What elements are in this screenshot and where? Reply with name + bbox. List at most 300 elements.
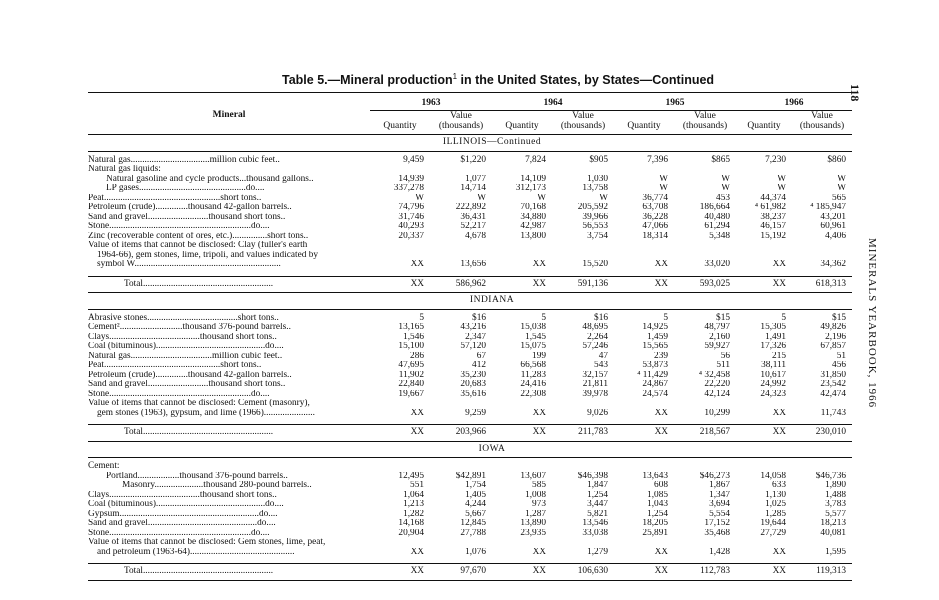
table-row — [88, 399, 852, 409]
value-cell: 57,246 — [582, 342, 608, 351]
table-row — [88, 165, 852, 175]
quantity-cell: XX — [410, 547, 424, 557]
quantity-cell: 44,374 — [760, 193, 786, 203]
quantity-cell: 36,774 — [642, 193, 668, 203]
value-cell: 2,196 — [825, 332, 846, 342]
value-cell: 23,542 — [820, 380, 846, 389]
quantity-cell: 1,085 — [647, 490, 668, 500]
quantity-cell: 14,109 — [520, 174, 546, 184]
quantity-cell — [736, 165, 792, 175]
mineral-label: Value of items that cannot be disclosed: Cement (masonry), — [88, 399, 310, 408]
quantity-cell — [736, 241, 792, 251]
value-cell: 412 — [472, 361, 486, 370]
state-heading: IOWA — [370, 441, 614, 458]
quantity-cell: XX — [772, 260, 786, 269]
value-cell: 591,136 — [552, 276, 614, 293]
table-row — [88, 352, 852, 362]
quantity-cell: XX — [370, 276, 430, 293]
state-heading-row — [88, 441, 852, 458]
quantity-cell: 15,038 — [520, 323, 546, 332]
quantity-cell: 38,237 — [760, 212, 786, 222]
quantity-cell: 608 — [654, 481, 668, 490]
value-cell: $42,891 — [455, 471, 486, 481]
value-cell: 230,010 — [792, 425, 852, 442]
table-row — [88, 232, 852, 242]
quantity-cell: 973 — [532, 500, 546, 509]
quantity-cell — [614, 251, 674, 261]
value-cell: 565 — [832, 193, 846, 203]
table-title-rest: in the United States, by States—Continued — [457, 73, 715, 88]
value-cell: 20,683 — [460, 380, 486, 389]
value-cell: 13,546 — [582, 519, 608, 528]
value-cell: 5,577 — [825, 509, 846, 519]
mineral-label: Abrasive stones.......................................short tons.. — [88, 312, 279, 323]
quantity-cell: 24,323 — [760, 389, 786, 399]
quantity-cell: 18,205 — [642, 519, 668, 528]
quantity-cell — [736, 458, 792, 472]
quantity-cell: 1,043 — [647, 500, 668, 509]
value-cell: 586,962 — [430, 276, 492, 293]
value-cell: 1,595 — [825, 547, 846, 557]
table-row — [88, 309, 852, 323]
table-row — [88, 519, 852, 529]
quantity-cell: 1,254 — [647, 509, 668, 519]
value-cell: 42,124 — [704, 389, 730, 399]
state-heading-spacer — [88, 441, 370, 458]
quantity-cell: XX — [772, 547, 786, 557]
table-row — [88, 361, 852, 371]
value-cell: $865 — [711, 154, 730, 165]
year-header-1965: 1965 — [614, 93, 736, 111]
value-cell — [674, 251, 736, 261]
quantity-cell: 15,305 — [760, 323, 786, 332]
quantity-cell — [614, 538, 674, 548]
value-cell — [552, 165, 614, 175]
quantity-cell: XX — [532, 260, 546, 269]
mineral-label: Portland..................thousand 376-pound barrels.. — [106, 471, 288, 481]
value-cell: 13,656 — [460, 260, 486, 269]
value-cell — [792, 538, 852, 548]
table-row — [88, 500, 852, 510]
value-cell: 47 — [598, 351, 608, 361]
value-cell: 67 — [476, 351, 486, 361]
value-cell: 453 — [716, 193, 730, 203]
quantity-cell — [492, 538, 552, 548]
quantity-cell: 1,459 — [647, 332, 668, 342]
quantity-cell: 46,157 — [760, 222, 786, 231]
quantity-cell: XX — [736, 425, 792, 442]
value-cell — [674, 458, 736, 472]
mineral-label: Stone.............................................................do.... — [88, 222, 270, 231]
value-cell: 22,220 — [704, 380, 730, 389]
quantity-cell — [614, 165, 674, 175]
mineral-label: Sand and gravel..........................thousand short tons.. — [88, 212, 286, 222]
quantity-cell: W — [777, 174, 786, 184]
value-cell — [430, 399, 492, 409]
value-cell: 2,264 — [587, 332, 608, 342]
value-header-1964 — [552, 111, 614, 135]
value-cell: 51 — [836, 351, 846, 361]
quantity-cell: 42,987 — [520, 222, 546, 231]
quantity-cell: 5 — [781, 312, 786, 323]
quantity-cell: 5 — [663, 312, 668, 323]
table-row — [88, 371, 852, 381]
quantity-cell — [370, 458, 430, 472]
quantity-cell: 1,025 — [765, 500, 786, 509]
quantity-cell: 1,546 — [403, 332, 424, 342]
mineral-column-header: Mineral — [88, 93, 370, 135]
mineral-label: Cement: — [88, 461, 120, 471]
value-cell: 49,826 — [820, 323, 846, 332]
quantity-cell — [370, 241, 430, 251]
value-cell: 112,783 — [674, 564, 736, 581]
quantity-cell: XX — [654, 547, 668, 557]
quantity-cell: 14,168 — [398, 519, 424, 528]
quantity-cell: 15,075 — [520, 342, 546, 351]
quantity-cell: 14,939 — [398, 174, 424, 184]
quantity-header-1966: Quantity — [736, 111, 792, 135]
value-cell: 3,447 — [587, 500, 608, 509]
quantity-cell — [736, 251, 792, 261]
value-header-line1: Value — [450, 111, 472, 121]
value-cell: 3,754 — [587, 231, 608, 241]
value-cell: 1,077 — [465, 174, 486, 184]
quantity-cell — [370, 399, 430, 409]
quantity-cell: 239 — [654, 351, 668, 361]
value-cell: 618,313 — [792, 276, 852, 293]
mineral-label: Natural gas..................................million cubic feet.. — [88, 154, 280, 165]
quantity-cell — [492, 399, 552, 409]
value-header-1963 — [430, 111, 492, 135]
year-header-1964: 1964 — [492, 93, 614, 111]
value-cell: 35,230 — [460, 370, 486, 380]
table-row — [88, 251, 852, 261]
value-header-1965 — [674, 111, 736, 135]
quantity-cell — [492, 241, 552, 251]
value-cell: 43,201 — [820, 212, 846, 222]
quantity-cell: 20,337 — [398, 231, 424, 241]
quantity-cell: 63,708 — [642, 203, 668, 212]
value-cell: $46,736 — [815, 471, 846, 481]
value-cell: W — [477, 193, 486, 203]
quantity-cell: XX — [532, 547, 546, 557]
value-cell — [792, 241, 852, 251]
value-cell: W — [721, 184, 730, 193]
value-cell: W — [837, 184, 846, 193]
value-cell: 1,030 — [587, 174, 608, 184]
quantity-cell: XX — [614, 276, 674, 293]
quantity-cell: W — [415, 193, 424, 203]
quantity-cell: 34,880 — [520, 212, 546, 222]
quantity-header-1965: Quantity — [614, 111, 674, 135]
value-header-line1: Value — [694, 111, 716, 121]
quantity-cell: 13,643 — [642, 471, 668, 481]
quantity-cell: W — [537, 193, 546, 203]
value-cell: 56,553 — [582, 222, 608, 231]
quantity-cell: XX — [410, 260, 424, 269]
quantity-cell: XX — [736, 276, 792, 293]
quantity-cell: 10,617 — [760, 370, 786, 380]
value-cell: W — [837, 174, 846, 184]
quantity-cell: 633 — [772, 481, 786, 490]
table-row — [88, 203, 852, 213]
value-cell: 211,783 — [552, 425, 614, 442]
quantity-cell: 18,314 — [642, 231, 668, 241]
quantity-cell: 53,873 — [642, 361, 668, 370]
mineral-label: Natural gas liquids: — [88, 165, 161, 174]
value-cell: 5,667 — [465, 509, 486, 519]
quantity-cell: XX — [614, 564, 674, 581]
state-heading-spacer — [88, 293, 370, 310]
value-cell: 27,788 — [460, 528, 486, 538]
value-cell: 61,294 — [704, 222, 730, 231]
value-cell: 21,811 — [582, 380, 608, 389]
value-cell: 2,347 — [465, 332, 486, 342]
quantity-cell: 19,644 — [760, 519, 786, 528]
value-cell — [552, 399, 614, 409]
value-cell: 39,966 — [582, 212, 608, 222]
table-row — [88, 481, 852, 491]
value-cell: 1,488 — [825, 490, 846, 500]
value-cell: 32,157 — [582, 370, 608, 380]
quantity-cell: 12,495 — [398, 471, 424, 481]
running-head-title: MINERALS YEARBOOK, 1966 — [866, 238, 878, 409]
table-row — [88, 491, 852, 501]
table-title-text: Table 5.—Mineral production — [282, 73, 453, 88]
value-cell: $15 — [716, 312, 730, 323]
value-header-line1: Value — [811, 111, 833, 121]
quantity-cell — [614, 458, 674, 472]
value-cell: 97,670 — [430, 564, 492, 581]
quantity-cell: 20,904 — [398, 528, 424, 538]
table-row — [88, 380, 852, 390]
value-cell — [430, 165, 492, 175]
quantity-cell: 31,746 — [398, 212, 424, 222]
quantity-cell — [736, 538, 792, 548]
value-cell: 106,630 — [552, 564, 614, 581]
value-cell: $860 — [827, 154, 846, 165]
mineral-label: Gypsum............................................................do.... — [88, 509, 278, 519]
quantity-cell: 199 — [532, 351, 546, 361]
value-cell: 5,554 — [709, 509, 730, 519]
quantity-cell: 1,285 — [765, 509, 786, 519]
value-cell: 43,216 — [460, 323, 486, 332]
mineral-label: Natural gasoline and cycle products...thousand gallons.. — [106, 174, 314, 184]
mineral-label: LP gases..............................................do.... — [106, 184, 265, 193]
table-row — [88, 458, 852, 472]
quantity-cell: XX — [772, 408, 786, 418]
state-heading-row — [88, 293, 852, 310]
table-row — [88, 342, 852, 352]
value-cell: 4,244 — [465, 500, 486, 509]
value-cell: 33,020 — [704, 260, 730, 269]
mineral-label: Total........................................................ — [88, 425, 370, 442]
value-cell — [552, 538, 614, 548]
mineral-label: Value of items that cannot be disclosed: Gem stones, lime, peat, — [88, 538, 326, 547]
state-heading-spacer — [614, 293, 852, 310]
quantity-cell: 74,796 — [398, 203, 424, 212]
value-cell: 34,362 — [820, 260, 846, 269]
quantity-cell: XX — [492, 564, 552, 581]
value-cell: 3,694 — [709, 500, 730, 509]
value-header-line1: Value — [572, 111, 594, 121]
value-cell: $46,398 — [577, 471, 608, 481]
quantity-cell: XX — [492, 425, 552, 442]
mineral-label: symbol W............................................................... — [97, 260, 281, 269]
value-cell: 56 — [720, 351, 730, 361]
mineral-label: and petroleum (1963-64)............................................. — [97, 547, 295, 557]
value-cell: 5,348 — [709, 231, 730, 241]
quantity-cell: XX — [370, 425, 430, 442]
value-cell — [430, 458, 492, 472]
mineral-label: Stone.............................................................do.... — [88, 528, 270, 538]
quantity-cell: ⁴ 11,429 — [637, 370, 668, 380]
value-cell: 1,076 — [465, 547, 486, 557]
mineral-label: Petroleum (crude)..............thousand 42-gallon barrels.. — [88, 370, 292, 380]
table-body — [88, 135, 852, 581]
table-row — [88, 184, 852, 194]
value-header-line2: (thousands) — [438, 121, 484, 131]
quantity-cell: 312,173 — [515, 184, 546, 193]
total-row — [88, 425, 852, 442]
quantity-cell: 215 — [772, 351, 786, 361]
quantity-cell: 11,902 — [398, 370, 424, 380]
value-cell: 1,867 — [709, 481, 730, 490]
year-header-1963: 1963 — [370, 93, 492, 111]
value-cell: 1,279 — [587, 547, 608, 557]
quantity-cell: 24,992 — [760, 380, 786, 389]
state-heading-spacer — [614, 135, 852, 152]
quantity-cell — [492, 251, 552, 261]
quantity-cell: 5 — [419, 312, 424, 323]
quantity-cell: 1,491 — [765, 332, 786, 342]
table-row — [88, 390, 852, 400]
quantity-cell: 15,100 — [398, 342, 424, 351]
value-cell — [552, 251, 614, 261]
table-row — [88, 548, 852, 558]
quantity-cell — [492, 165, 552, 175]
quantity-cell: XX — [614, 425, 674, 442]
value-cell — [792, 251, 852, 261]
mineral-label: Natural gas...................................million cubic feet.. — [88, 351, 283, 361]
table-row — [88, 409, 852, 419]
quantity-cell — [492, 458, 552, 472]
table-title — [282, 72, 714, 87]
quantity-cell: W — [659, 184, 668, 193]
value-cell: 2,160 — [709, 332, 730, 342]
value-cell: 40,081 — [820, 528, 846, 538]
mineral-label: Clays.......................................thousand short tons.. — [88, 490, 277, 500]
table-row — [88, 323, 852, 333]
value-cell — [552, 241, 614, 251]
mineral-label: Total........................................................ — [88, 564, 370, 581]
quantity-cell: XX — [654, 408, 668, 418]
mineral-label: Clays.......................................thousand short tons.. — [88, 332, 277, 342]
value-cell — [430, 241, 492, 251]
table-row — [88, 510, 852, 520]
value-cell — [792, 458, 852, 472]
total-row — [88, 564, 852, 581]
value-cell: 18,213 — [820, 519, 846, 528]
state-heading: INDIANA — [370, 293, 614, 310]
value-cell: ⁴ 185,947 — [810, 203, 846, 212]
quantity-cell: 1,282 — [403, 509, 424, 519]
quantity-cell: 47,066 — [642, 222, 668, 231]
value-cell: 15,520 — [582, 260, 608, 269]
value-cell: 12,845 — [460, 519, 486, 528]
value-cell: $905 — [589, 154, 608, 165]
quantity-cell: 15,565 — [642, 342, 668, 351]
quantity-cell — [736, 399, 792, 409]
value-cell: 456 — [832, 361, 846, 370]
quantity-cell: 7,824 — [525, 154, 546, 165]
quantity-cell: 38,111 — [761, 361, 786, 370]
value-cell: 52,217 — [460, 222, 486, 231]
quantity-cell: XX — [736, 564, 792, 581]
value-cell: 1,754 — [465, 481, 486, 490]
quantity-cell: 286 — [410, 351, 424, 361]
quantity-cell: 551 — [410, 481, 424, 490]
value-cell — [674, 538, 736, 548]
quantity-cell: XX — [492, 276, 552, 293]
value-cell: 67,857 — [820, 342, 846, 351]
table-row — [88, 151, 852, 165]
mineral-label: Cement²...........................thousand 376-pound barrels.. — [88, 323, 291, 332]
value-cell: $46,273 — [699, 471, 730, 481]
value-cell — [792, 165, 852, 175]
value-cell: 543 — [594, 361, 608, 370]
quantity-cell: 1,287 — [525, 509, 546, 519]
value-cell: 33,038 — [582, 528, 608, 538]
mineral-production-table — [88, 92, 852, 581]
quantity-cell: 13,165 — [398, 323, 424, 332]
quantity-cell: 22,840 — [398, 380, 424, 389]
value-cell: 9,259 — [465, 408, 486, 418]
table-row — [88, 213, 852, 223]
mineral-label: Peat..................................................short tons.. — [88, 361, 262, 370]
mineral-label: Petroleum (crude)..............thousand 42-gallon barrels.. — [88, 203, 292, 212]
quantity-cell: ⁴ 61,982 — [754, 203, 786, 212]
table-row — [88, 194, 852, 204]
table-row — [88, 222, 852, 232]
mineral-label: Zinc (recoverable content of ores, etc.)...............short tons.. — [88, 231, 309, 241]
value-cell: ⁴ 32,458 — [698, 370, 730, 380]
table-row — [88, 241, 852, 251]
quantity-cell: 585 — [532, 481, 546, 490]
quantity-cell: 24,867 — [642, 380, 668, 389]
quantity-cell: 66,568 — [520, 361, 546, 370]
value-cell: 1,428 — [709, 547, 730, 557]
quantity-cell: 9,459 — [403, 154, 424, 165]
value-cell: 4,406 — [825, 231, 846, 241]
quantity-cell: 36,228 — [642, 212, 668, 222]
quantity-cell: 11,283 — [520, 370, 546, 380]
value-cell: 42,474 — [820, 389, 846, 399]
value-cell: 1,347 — [709, 490, 730, 500]
table-row — [88, 538, 852, 548]
value-cell: 59,927 — [704, 342, 730, 351]
quantity-cell: 24,416 — [520, 380, 546, 389]
value-cell: 119,313 — [792, 564, 852, 581]
quantity-cell: 7,396 — [647, 154, 668, 165]
mineral-label: Stone.............................................................do.... — [88, 389, 270, 399]
quantity-cell — [370, 165, 430, 175]
value-cell: 222,892 — [455, 203, 486, 212]
quantity-cell: XX — [654, 260, 668, 269]
quantity-cell: 47,695 — [398, 361, 424, 370]
mineral-label: Total........................................................ — [88, 276, 370, 293]
value-cell: 218,567 — [674, 425, 736, 442]
